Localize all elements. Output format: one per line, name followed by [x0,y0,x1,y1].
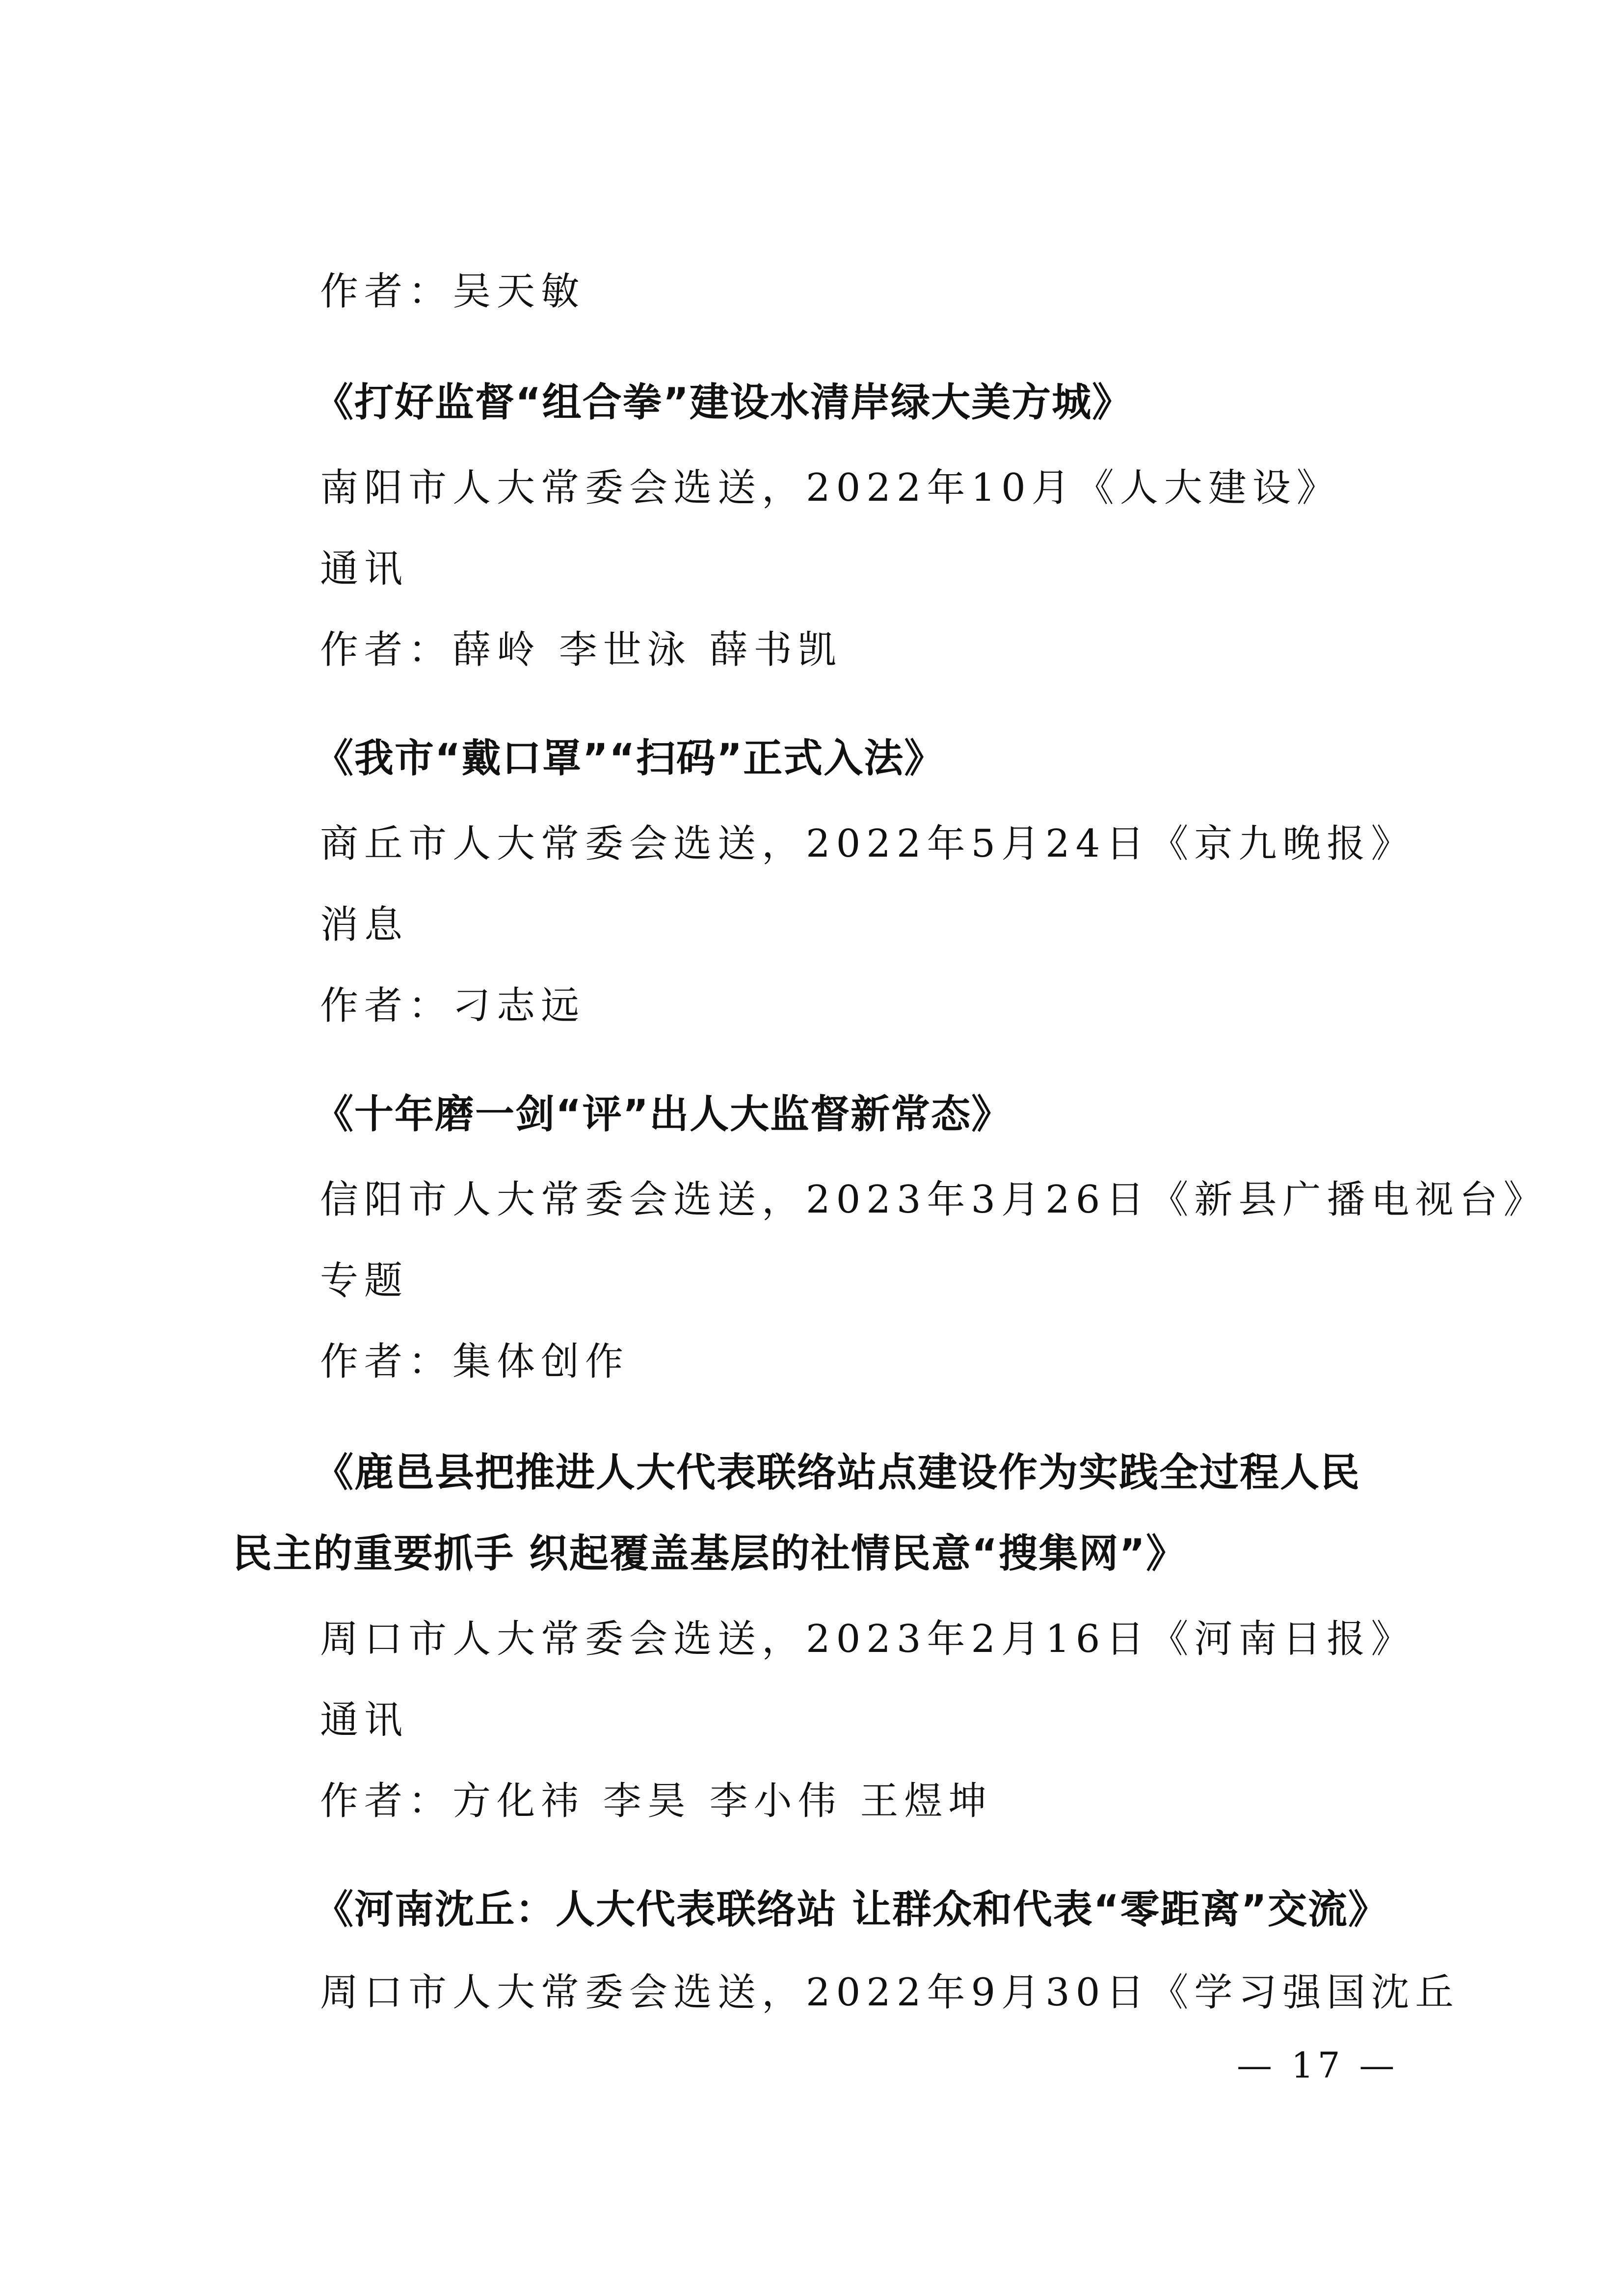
page-number: — 17 — [1237,2045,1399,2086]
entry-1-author: 作者：吴天敏 [320,270,585,314]
entry-5-title-line2: 民主的重要抓手 织起覆盖基层的社情民意“搜集网”》 [233,1531,1187,1576]
entry-5-source: 周口市人大常委会选送，2023年2月16日《河南日报》 [320,1617,1415,1661]
entry-2-category: 通讯 [320,547,409,591]
entry-3-source: 商丘市人大常委会选送，2022年5月24日《京九晚报》 [320,822,1415,866]
entry-4-title: 《十年磨一剑“评”出人大监督新常态》 [314,1091,1012,1137]
entry-2-source: 南阳市人大常委会选送，2022年10月《人大建设》 [320,466,1341,510]
entry-5-category: 通讯 [320,1698,409,1742]
entry-5-author: 作者：方化祎 李昊 李小伟 王煜坤 [320,1779,993,1823]
entry-6-source: 周口市人大常委会选送，2022年9月30日《学习强国沈丘 [320,1971,1460,2015]
entry-6-title: 《河南沈丘：人大代表联络站 让群众和代表“零距离”交流》 [314,1887,1389,1932]
entry-5-title-line1: 《鹿邑县把推进人大代表联络站点建设作为实践全过程人民 [314,1450,1360,1495]
entry-3-author: 作者：刁志远 [320,984,585,1028]
entry-2-title: 《打好监督“组合拳”建设水清岸绿大美方城》 [314,379,1133,425]
entry-4-category: 专题 [320,1259,409,1303]
entry-3-category: 消息 [320,903,409,947]
entry-4-source: 信阳市人大常委会选送，2023年3月26日《新县广播电视台》 [320,1178,1548,1222]
entry-3-title: 《我市“戴口罩”“扫码”正式入法》 [314,735,945,781]
entry-2-author: 作者：薛岭 李世泳 薛书凯 [320,628,842,672]
entry-4-author: 作者：集体创作 [320,1340,630,1384]
